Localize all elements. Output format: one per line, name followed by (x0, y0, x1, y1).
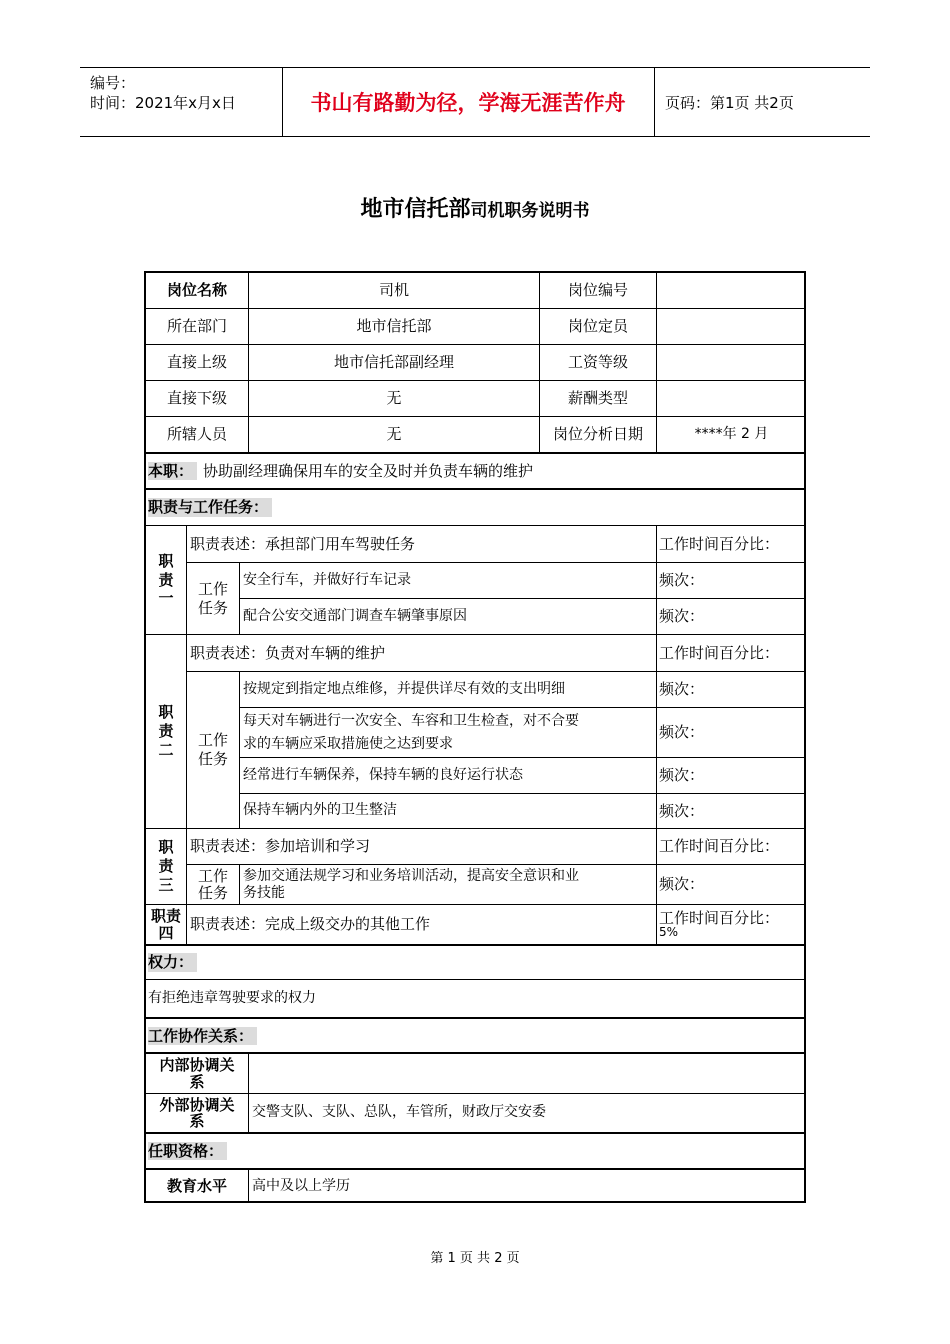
page-footer: 第 1 页 共 2 页 (430, 1251, 520, 1266)
task-label-line: 工作 (197, 731, 228, 750)
page-indicator: 页码：第1页 共2页 (665, 93, 794, 112)
duty3-percent: 工作时间百分比： (659, 837, 780, 856)
label-headcount: 岗位定员 (567, 317, 628, 336)
duty1-task2-freq: 频次： (659, 607, 705, 626)
external-label-line2: 系 (189, 1112, 205, 1130)
header-motto: 书山有路勤为径，学海无涯苦作舟 (282, 68, 655, 136)
external-label-line1: 外部协调关 (159, 1095, 235, 1114)
duty3-label-char: 职 (158, 838, 174, 857)
value-headcount (657, 309, 806, 344)
label-staff: 所辖人员 (166, 425, 227, 444)
value-pay-type (657, 381, 806, 416)
authority-text: 有拒绝违章驾驶要求的权力 (148, 989, 316, 1006)
duties-header-row (148, 490, 804, 525)
duty1-label-char: 职 (158, 551, 174, 570)
relations-header-row (148, 1019, 804, 1053)
label-pay-type: 薪酬类型 (567, 389, 628, 408)
duty4-desc: 职责表述：完成上级交办的其他工作 (190, 915, 431, 934)
value-subordinate: 无 (386, 389, 402, 408)
doc-number: 编号： (90, 74, 136, 92)
label-salary-grade: 工资等级 (567, 353, 628, 372)
label-superior: 直接上级 (166, 353, 227, 372)
duty2-task4: 保持车辆内外的卫生整洁 (243, 802, 397, 819)
doc-time: 时间：2021年x月x日 (90, 94, 236, 112)
value-superior: 地市信托部副经理 (333, 353, 454, 372)
value-department: 地市信托部 (356, 317, 432, 336)
duty2-task2-freq: 频次： (659, 723, 705, 742)
duty2-percent: 工作时间百分比： (659, 643, 780, 662)
education-value: 高中及以上学历 (252, 1177, 350, 1194)
authority-header-row (148, 946, 804, 979)
label-position-name: 岗位名称 (166, 281, 227, 300)
duty4-label-line: 四 (158, 923, 174, 942)
main-duty-row (148, 454, 804, 488)
job-description-form (144, 271, 806, 1203)
duty2-task3-freq: 频次： (659, 766, 705, 785)
duty2-task1-freq: 频次： (659, 680, 705, 699)
duty1-desc: 职责表述：承担部门用车驾驶任务 (190, 534, 416, 553)
internal-relations-label (146, 1054, 248, 1093)
duty3-task-line1: 参加交通法规学习和业务培训活动，提高安全意识和业 (243, 867, 579, 884)
task-label-line: 任务 (197, 883, 228, 902)
authority-header: 权力： (148, 953, 197, 972)
value-position-name: 司机 (378, 281, 409, 300)
internal-relations-value (252, 1054, 806, 1093)
value-analysis-date: ****年 2 月 (694, 425, 769, 442)
duty2-task3: 经常进行车辆保养，保持车辆的良好运行状态 (243, 766, 523, 783)
header-meta (80, 68, 283, 136)
title-doc: 司机职务说明书 (470, 201, 590, 221)
duty1-percent: 工作时间百分比： (659, 534, 780, 553)
task-label-line: 任务 (197, 598, 228, 617)
external-relations-value: 交警支队、支队、总队，车管所，财政厅交安委 (252, 1104, 546, 1121)
duty3-label-char: 责 (158, 857, 174, 876)
page-title (0, 192, 950, 223)
duty4-percent-value: 5% (659, 925, 679, 940)
internal-label-line2: 系 (189, 1072, 205, 1091)
duty2-label-char: 责 (158, 722, 174, 741)
duty1-label-char: 一 (158, 589, 174, 608)
duty1-task1: 安全行车，并做好行车记录 (243, 571, 411, 588)
qualification-header-row (148, 1134, 804, 1168)
duty4-label (146, 905, 186, 944)
duty3-desc: 职责表述：参加培训和学习 (190, 837, 371, 856)
value-salary-grade (657, 345, 806, 380)
duty1-task2: 配合公安交通部门调查车辆肇事原因 (243, 607, 467, 624)
internal-label-line1: 内部协调关 (159, 1056, 235, 1074)
education-label: 教育水平 (166, 1177, 227, 1196)
title-dept: 地市信托部 (360, 197, 471, 222)
label-position-code: 岗位编号 (567, 281, 628, 300)
external-relations-label (146, 1094, 248, 1132)
qualification-header: 任职资格： (148, 1142, 227, 1161)
duty1-task-label (187, 563, 239, 634)
main-duty-label: 本职： (148, 462, 197, 481)
value-staff: 无 (386, 425, 402, 444)
duty3-task (243, 865, 656, 904)
task-label-line: 任务 (197, 750, 228, 768)
duty4-percent-label: 工作时间百分比： (659, 908, 780, 927)
duty2-desc: 职责表述：负责对车辆的维护 (190, 643, 386, 662)
duty2-task2-line2: 求的车辆应采取措施使之达到要求 (243, 735, 453, 752)
label-analysis-date: 岗位分析日期 (552, 425, 643, 444)
duty2-task2 (243, 708, 656, 757)
relations-header: 工作协作关系： (148, 1027, 257, 1046)
duty2-label-char: 职 (158, 703, 174, 722)
duty2-task1: 按规定到指定地点维修，并提供详尽有效的支出明细 (243, 680, 565, 697)
duty2-task2-line1: 每天对车辆进行一次安全、车容和卫生检查，对不合要 (243, 713, 579, 730)
duty4-label-line: 职责 (150, 907, 181, 925)
page-header (80, 67, 870, 137)
label-subordinate: 直接下级 (166, 389, 227, 408)
task-label-line: 工作 (197, 579, 228, 598)
duty2-task4-freq: 频次： (659, 801, 705, 820)
duty1-label (146, 526, 186, 634)
header-page (655, 68, 870, 136)
duty3-freq: 频次： (659, 875, 705, 894)
duty2-label-char: 二 (158, 740, 174, 759)
main-duty-text: 协助副经理确保用车的安全及时并负责车辆的维护 (203, 461, 534, 480)
duty3-task-label (187, 865, 239, 904)
task-label-line: 工作 (197, 867, 228, 885)
duty1-task1-freq: 频次： (659, 571, 705, 590)
duty2-task-label (187, 672, 239, 828)
duty4-percent (659, 905, 806, 944)
duties-header: 职责与工作任务： (148, 498, 272, 517)
duty3-task-line2: 务技能 (243, 884, 285, 901)
duty1-label-char: 责 (158, 570, 174, 589)
duty3-label (146, 829, 186, 904)
label-department: 所在部门 (166, 317, 227, 336)
value-position-code (657, 273, 806, 308)
duty2-label (146, 635, 186, 828)
duty3-label-char: 三 (158, 875, 174, 894)
